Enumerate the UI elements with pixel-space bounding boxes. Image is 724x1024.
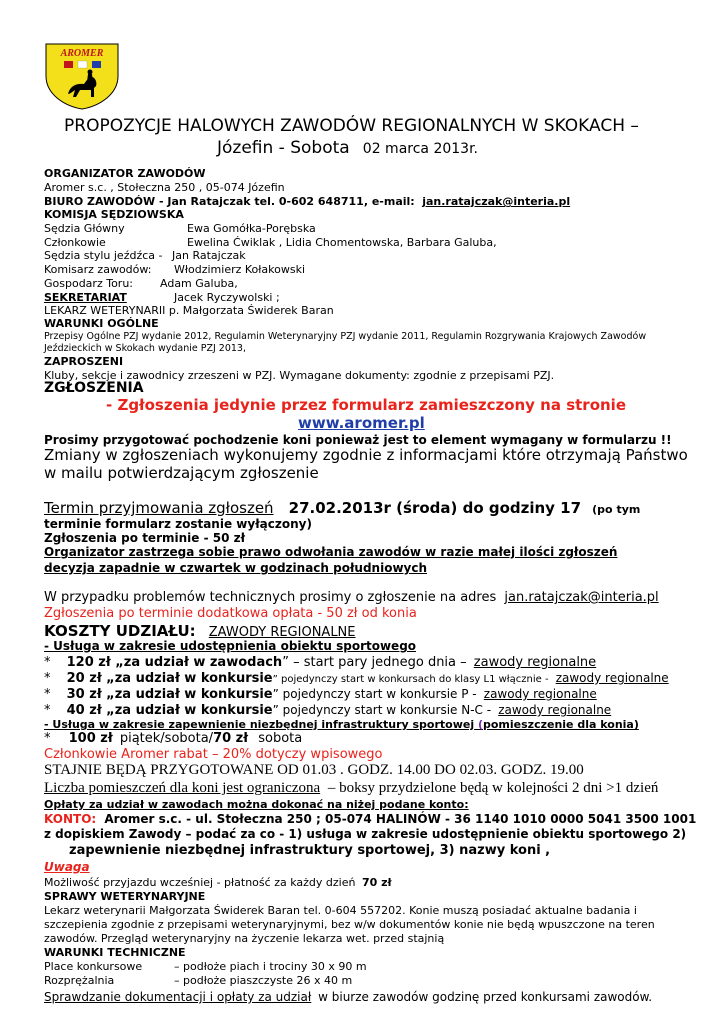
entries-red-line: - Zgłoszenia jedynie przez formularz zamieszczony na stronie [106, 396, 626, 414]
cost-link: zawody regionalne [498, 703, 612, 717]
cost-item [44, 671, 669, 686]
early-arrival-price: 70 zł [361, 876, 392, 889]
member-discount: Członkowie Aromer rabat – 20% dotyczy wpisowego [44, 747, 383, 762]
secretariat-label: SEKRETARIAT [44, 291, 127, 304]
jury-row-label: Sędzia stylu jeźdźca - [44, 249, 163, 262]
cost-bullet: * [44, 671, 51, 686]
origin-note: Prosimy przygotować pochodzenie koni ponieważ jest to element wymagany w formularzu !! [44, 433, 672, 447]
box-mid: piątek/sobota/ [119, 731, 214, 746]
technical-row-value: – podłoże piaszczyste 26 x 40 m [174, 974, 353, 987]
title-line-1: PROPOZYCJE HALOWYCH ZAWODÓW REGIONALNYCH W SKOKACH – [64, 116, 639, 136]
jury-row-label: Sędzia Główny [44, 222, 125, 235]
vet-line-1: Lekarz weterynarii Małgorzata Świderek Baran tel. 0-604 557202. Konie muszą posiadać aktualne badania i [44, 904, 637, 917]
box-tail: sobota [258, 731, 303, 746]
jury-row-value: Włodzimierz Kołakowski [174, 263, 306, 276]
early-arrival-text: Możliwość przyjazdu wcześniej - płatność za każdy dzień [44, 876, 356, 889]
jury-row-label: Komisarz zawodów: [44, 263, 152, 276]
costs-heading-line [44, 621, 356, 640]
jury-row-label: Członkowie [44, 236, 106, 249]
technical-heading: WARUNKI TECHNICZNE [44, 946, 186, 959]
logo-text: AROMER [60, 48, 104, 59]
cost-link: zawody regionalne [555, 671, 669, 685]
documents-check: Sprawdzanie dokumentacji i opłaty za udział [44, 990, 312, 1004]
title-line-2 [217, 138, 478, 158]
jury-row-value: Ewelina Ćwiklak , Lidia Chomentowska, Barbara Galuba, [187, 236, 497, 249]
site-link[interactable]: www.aromer.pl [298, 414, 425, 432]
deadline-value: 27.02.2013r (środa) do godziny 17 [288, 499, 582, 517]
jury-row-label: Gospodarz Toru: [44, 277, 133, 290]
cost-desc: ” pojedynczy start w konkursie P - [272, 687, 477, 701]
secretariat-value: Jacek Ryczywolski ; [174, 291, 280, 304]
tech-problems-line [44, 590, 659, 605]
changes-line-1: Zmiany w zgłoszeniach wykonujemy zgodnie z informacjami które otrzymają Państwo [44, 446, 688, 464]
invited-text: Kluby, sekcje i zawodnicy zrzeszeni w PZJ. Wymagane dokumenty: zgodnie z przepisami PZJ. [44, 369, 555, 382]
account-note-1: z dopiskiem Zawody – podać za co - 1) usługa w zakresie udostępnienie obiektu sportowego 2) [44, 827, 687, 841]
cost-desc: ” pojedynczy start w konkursach do klasy L1 włącznie - [272, 674, 549, 685]
jury-row-value: Ewa Gomółka-Porębska [187, 222, 316, 235]
account-line [44, 812, 696, 826]
account-label: KONTO: [44, 812, 97, 826]
documents-tail: w biurze zawodów godzinę przed konkursami zawodów. [318, 990, 653, 1004]
stables-limited: Liczba pomieszczeń dla koni jest ograniczona [44, 780, 321, 796]
cost-link: zawody regionalne [483, 687, 597, 701]
cost-price: 120 zł „za udział w zawodach [66, 655, 283, 670]
office-label: BIURO ZAWODÓW - Jan Ratajczak tel. 0-602 648711, e-mail: [44, 195, 415, 208]
infra-paren: ( [477, 718, 483, 731]
title-date: 02 marca 2013r. [362, 141, 479, 157]
cost-price: 40 zł „za udział w konkursie [66, 703, 273, 718]
cost-link: zawody regionalne [473, 655, 597, 670]
cancel-line-2: decyzja zapadnie w czwartek w godzinach południowych [44, 561, 428, 575]
cost-item [44, 655, 596, 670]
office-line [44, 195, 570, 208]
cost-price: 20 zł „za udział w konkursie [66, 671, 273, 686]
tech-problems-text: W przypadku problemów technicznych prosimy o zgłoszenie na adres [44, 590, 497, 605]
technical-row-value: – podłoże piach i trociny 30 x 90 m [174, 960, 367, 973]
cost-desc: ” – start pary jednego dnia – [282, 655, 467, 670]
box-price: 100 zł [68, 731, 113, 746]
technical-row-label: Place konkursowe [44, 960, 143, 973]
account-value: Aromer s.c. - ul. Stołeczna 250 ; 05-074 HALINÓW - 36 1140 1010 0000 5041 3500 1001 [104, 812, 697, 826]
stables-dates: STAJNIE BĘDĄ PRZYGOTOWANE OD 01.03 . GODZ. 14.00 DO 02.03. GODZ. 19.00 [44, 762, 584, 778]
changes-line-2: w mailu potwierdzającym zgłoszenie [44, 464, 319, 482]
infra-text: - Usługa w zakresie zapewnienie niezbędnej infrastruktury sportowej [44, 718, 475, 731]
documents-line [44, 990, 652, 1004]
jury-row-value: Adam Galuba, [160, 277, 238, 290]
early-arrival-line [44, 876, 392, 889]
costs-subheading: ZAWODY REGIONALNE [208, 625, 356, 640]
general-heading: WARUNKI OGÓLNE [44, 317, 159, 330]
late-fee-red: Zgłoszenia po terminie dodatkowa opłata - 50 zł od konia [44, 606, 417, 621]
cost-item [44, 703, 611, 718]
deadline-label: Termin przyjmowania zgłoszeń [44, 499, 274, 517]
infra-detail: pomieszczenie dla konia) [483, 718, 639, 731]
service-line: - Usługa w zakresie udostępnienia obiektu sportowego [44, 639, 417, 653]
vet-line: LEKARZ WETERYNARII p. Małgorzata Świderek Baran [44, 304, 334, 317]
technical-row-label: Rozprężalnia [44, 974, 115, 987]
late-fee: Zgłoszenia po terminie - 50 zł [44, 531, 246, 545]
cost-price: 30 zł „za udział w konkursie [66, 687, 273, 702]
cost-bullet: * [44, 655, 51, 670]
box-price-2: 70 zł [213, 731, 249, 746]
cost-bullet: * [44, 703, 51, 718]
invited-heading: ZAPROSZENI [44, 355, 124, 368]
title-place-day: Józefin - Sobota [217, 138, 350, 158]
office-email-link[interactable]: jan.ratajczak@interia.pl [422, 195, 571, 208]
entries-heading: ZGŁOSZENIA [44, 380, 144, 396]
account-note-2: zapewnienie niezbędnej infrastruktury sportowej, 3) nazwy koni , [69, 843, 551, 858]
general-line-1: Przepisy Ogólne PZJ wydanie 2012, Regulamin Weterynaryjny PZJ wydanie 2011, Regulamin Rozgrywania Krajowych Zawodów [44, 331, 647, 342]
deadline-line [44, 498, 640, 517]
attention-label: Uwaga [44, 860, 90, 874]
stables-tail: – boksy przydzielone będą w kolejności 2 dni >1 dzień [327, 780, 659, 796]
cost-bullet: * [44, 687, 51, 702]
deadline-tail: (po tym [592, 503, 641, 516]
vet-heading: SPRAWY WETERYNARYJNE [44, 890, 206, 903]
stables-limited-line [44, 780, 658, 797]
organizer-address: Aromer s.c. , Stołeczna 250 , 05-074 Józefin [44, 181, 285, 194]
general-line-2: Jeździeckich w Skokach wydanie PZJ 2013, [44, 343, 247, 354]
aromer-logo [44, 42, 120, 110]
cancel-line-1: Organizator zastrzega sobie prawo odwołania zawodów w razie małej ilości zgłoszeń [44, 545, 618, 559]
vet-line-3: zawodów. Przegląd weterynaryjny na życzenie lekarza wet. przed stajnią [44, 932, 445, 945]
vet-line-2: szczepienia zgodnie z przepisami weterynaryjnymi, bez w/w dokumentów konie nie będą wpuszczone na teren [44, 918, 655, 931]
payment-heading: Opłaty za udział w zawodach można dokonać na niżej podane konto: [44, 798, 469, 811]
cost-desc: ” pojedynczy start w konkursie N-C - [272, 703, 492, 717]
deadline-line-2: terminie formularz zostanie wyłączony) [44, 517, 312, 531]
cost-item [44, 687, 597, 702]
jury-heading: KOMISJA SĘDZIOWSKA [44, 208, 184, 221]
tech-email-link[interactable]: jan.ratajczak@interia.pl [504, 590, 659, 605]
box-price-line [44, 731, 302, 746]
organizer-heading: ORGANIZATOR ZAWODÓW [44, 167, 206, 180]
costs-heading: KOSZTY UDZIAŁU: [44, 622, 196, 640]
infra-line [44, 718, 639, 731]
jury-row-value: Jan Ratajczak [172, 249, 246, 262]
box-bullet: * [44, 731, 51, 746]
